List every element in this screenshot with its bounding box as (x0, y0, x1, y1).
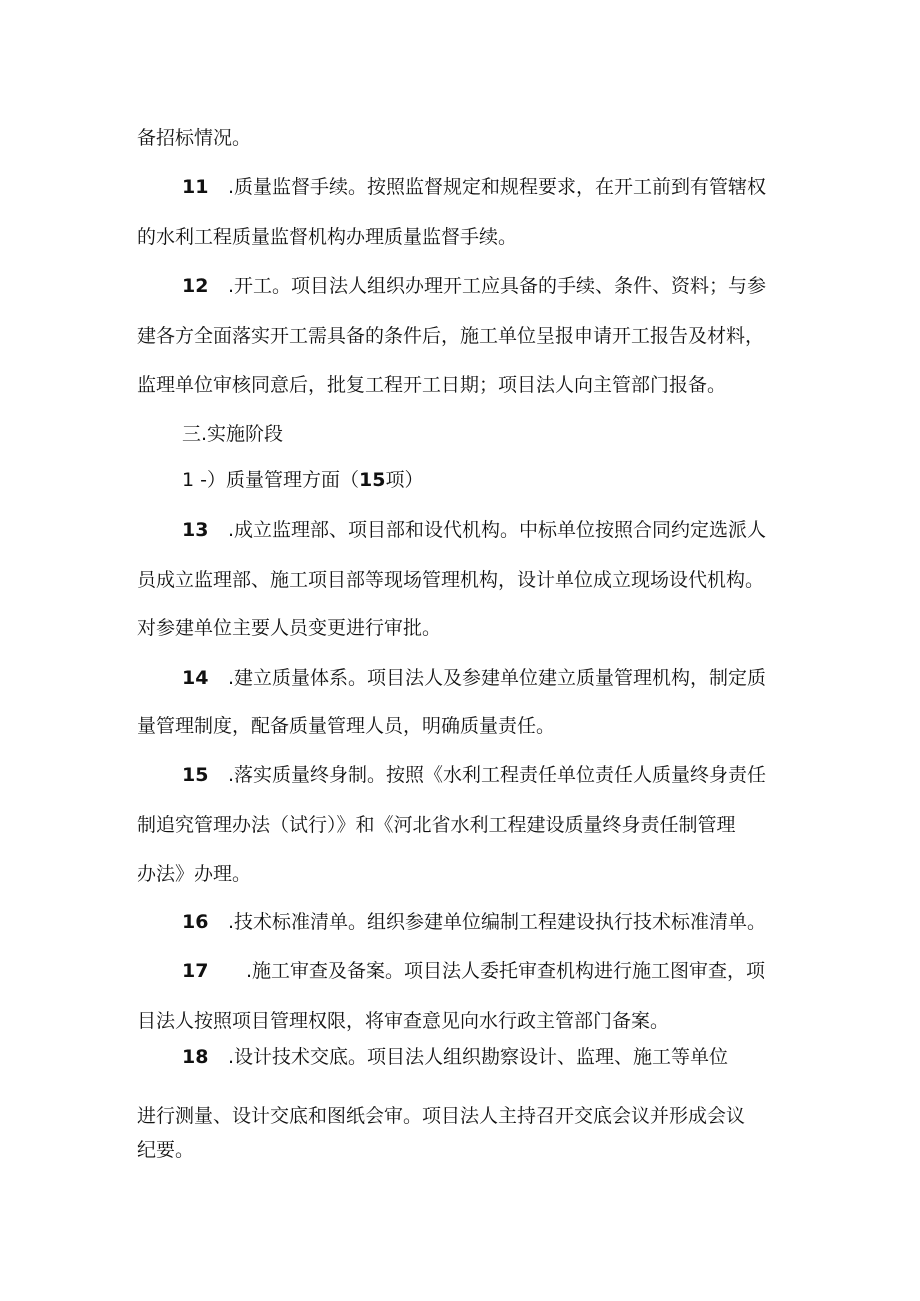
item-count: 15 (358, 469, 386, 491)
text-fragment: 1 -）质量管理方面（ (182, 469, 359, 491)
text-line: 办法》办理。 (137, 863, 252, 885)
item-16 (182, 910, 766, 934)
text-fragment: 项） (385, 469, 424, 491)
item-17 (182, 959, 765, 983)
item-14 (182, 666, 766, 690)
text-line: 备招标情况。 (137, 127, 252, 149)
text-line: 量管理制度，配备质量管理人员，明确质量责任。 (137, 715, 556, 737)
item-number: 11 (182, 176, 209, 198)
text-line: 对参建单位主要人员变更进行审批。 (137, 617, 442, 639)
text-line: .建立质量体系。项目法人及参建单位建立质量管理机构，制定质 (228, 667, 767, 689)
text-line: 建各方全面落实开工需具备的条件后，施工单位呈报申请开工报告及材料， (137, 325, 765, 347)
text-line: .技术标准清单。组织参建单位编制工程建设执行技术标准清单。 (228, 911, 767, 933)
item-13 (182, 518, 766, 542)
item-number: 16 (182, 911, 209, 933)
item-15 (182, 763, 766, 787)
item-number: 17 (182, 960, 209, 982)
text-line: .成立监理部、项目部和设代机构。中标单位按照合同约定选派人 (228, 519, 767, 541)
item-11 (182, 175, 766, 199)
item-18 (182, 1045, 728, 1069)
item-number: 12 (182, 275, 209, 297)
item-number: 13 (182, 519, 209, 541)
text-line: 目法人按照项目管理权限，将审查意见向水行政主管部门备案。 (137, 1010, 670, 1032)
text-line: .设计技术交底。项目法人组织勘察设计、监理、施工等单位 (228, 1046, 729, 1068)
text-line: 制追究管理办法（试行）》和《河北省水利工程建设质量终身责任制管理 (137, 814, 736, 836)
section-heading: 三.实施阶段 (182, 423, 284, 445)
text-line: .质量监督手续。按照监督规定和规程要求，在开工前到有管辖权 (228, 176, 767, 198)
text-line: 纪要。 (137, 1139, 195, 1161)
text-line: 的水利工程质量监督机构办理质量监督手续。 (137, 226, 518, 248)
subsection-heading (182, 468, 423, 492)
item-number: 15 (182, 764, 209, 786)
item-number: 14 (182, 667, 209, 689)
item-number: 18 (182, 1046, 209, 1068)
text-line: 进行测量、设计交底和图纸会审。项目法人主持召开交底会议并形成会议 (137, 1105, 746, 1127)
text-line: 员成立监理部、施工项目部等现场管理机构，设计单位成立现场设代机构。 (137, 569, 765, 591)
text-line: .施工审查及备案。项目法人委托审查机构进行施工图审查，项 (246, 960, 766, 982)
text-line: .落实质量终身制。按照《水利工程责任单位责任人质量终身责任 (228, 764, 767, 786)
item-12 (182, 274, 766, 298)
text-line: .开工。项目法人组织办理开工应具备的手续、条件、资料；与参 (228, 275, 767, 297)
text-line: 监理单位审核同意后，批复工程开工日期；项目法人向主管部门报备。 (137, 374, 727, 396)
